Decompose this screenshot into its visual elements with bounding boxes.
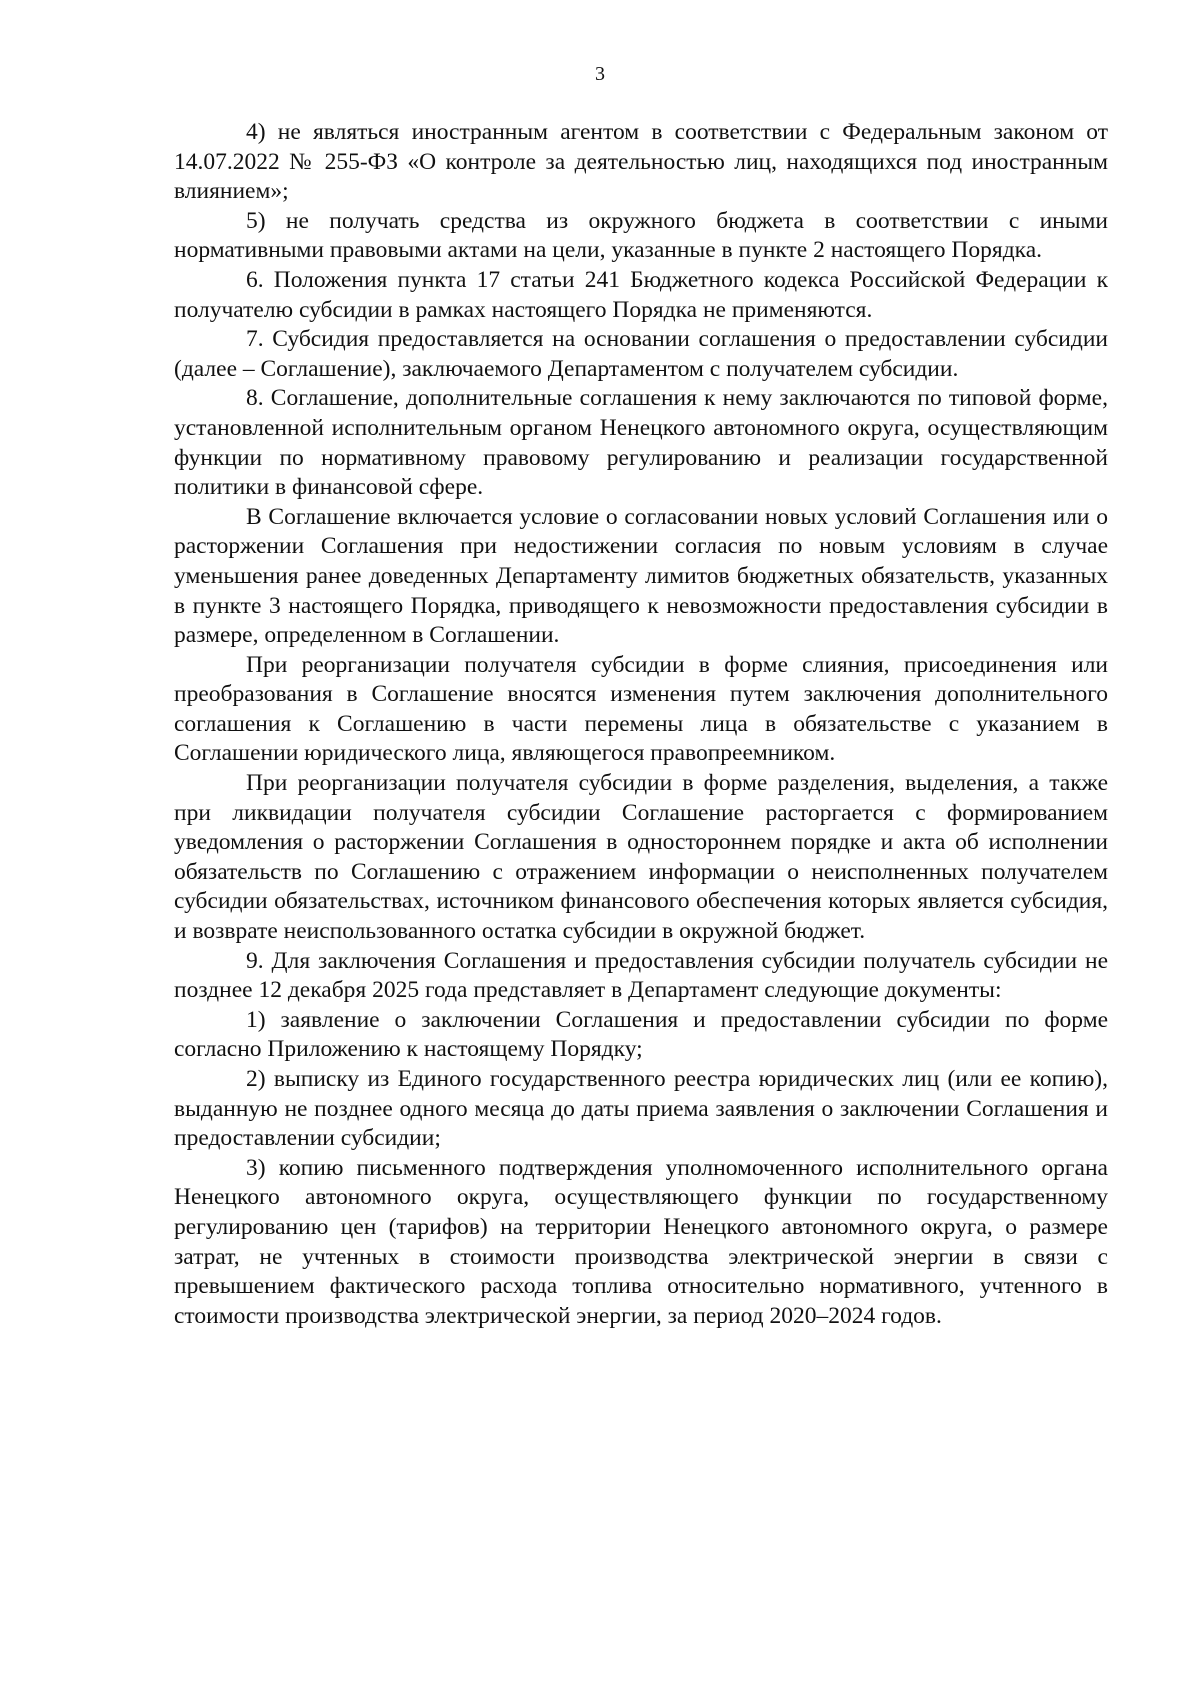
paragraph-doc-1: 1) заявление о заключении Соглашения и предоставлении субсидии по форме согласно Приложению к настоящему Порядку;	[174, 1006, 1108, 1063]
document-body	[174, 118, 1108, 1331]
paragraph-item-6: 6. Положения пункта 17 статьи 241 Бюджетного кодекса Российской Федерации к получателю субсидии в рамках настоящего Порядка не применяются.	[174, 266, 1108, 323]
paragraph-item-9: 9. Для заключения Соглашения и предоставления субсидии получатель субсидии не позднее 12 декабря 2025 года представляет в Департамент следующие документы:	[174, 947, 1108, 1004]
paragraph-item-8-conditions: В Соглашение включается условие о согласовании новых условий Соглашения или о расторжении Соглашения при недостижении согласия по новым условиям в случае уменьшения ранее доведенных Департаменту лимитов бюджетных обязательств, указанных в пункте 3 настоящего Порядка, приводящего к невозможности предоставления субсидии в размере, определенном в Соглашении.	[174, 503, 1108, 649]
paragraph-item-7: 7. Субсидия предоставляется на основании соглашения о предоставлении субсидии (далее – Соглашение), заключаемого Департаментом с получателем субсидии.	[174, 326, 1108, 382]
paragraph-clause-5: 5) не получать средства из окружного бюджета в соответствии с иными нормативными правовыми актами на цели, указанные в пункте 2 настоящего Порядка.	[174, 207, 1108, 264]
paragraph-item-8-merger: При реорганизации получателя субсидии в форме слияния, присоединения или преобразования в Соглашение вносятся изменения путем заключения дополнительного соглашения к Соглашению в части перемены лица в обязательстве с указанием в Соглашении юридического лица, являющегося правопреемником.	[174, 651, 1108, 767]
paragraph-item-8: 8. Соглашение, дополнительные соглашения к нему заключаются по типовой форме, установленной исполнительным органом Ненецкого автономного округа, осуществляющим функции по нормативному правовому регулированию и реализации государственной политики в финансовой сфере.	[174, 385, 1108, 501]
paragraph-clause-4: 4) не являться иностранным агентом в соответствии с Федеральным законом от 14.07.2022 № 255-ФЗ «О контроле за деятельностью лиц, находящихся под иностранным влиянием»;	[174, 119, 1108, 205]
paragraph-doc-3: 3) копию письменного подтверждения уполномоченного исполнительного органа Ненецкого автономного округа, осуществляющего функции по государственному регулированию цен (тарифов) на территории Ненецкого автономного округа, о размере затрат, не учтенных в стоимости производства электрической энергии в связи с превышением фактического расхода топлива относительно нормативного, учтенного в стоимости производства электрической энергии, за период 2020–2024 годов.	[174, 1154, 1108, 1329]
paragraph-doc-2: 2) выписку из Единого государственного реестра юридических лиц (или ее копию), выданную не позднее одного месяца до даты приема заявления о заключении Соглашения и предоставлении субсидии;	[174, 1066, 1108, 1152]
paragraph-item-8-division: При реорганизации получателя субсидии в форме разделения, выделения, а также при ликвидации получателя субсидии Соглашение расторгается с формированием уведомления о расторжении Соглашения в одностороннем порядке и акта об исполнении обязательств по Соглашению с отражением информации о неисполненных получателем субсидии обязательствах, источником финансового обеспечения которых является субсидия, и возврате неиспользованного остатка субсидии в окружной бюджет.	[174, 770, 1108, 945]
page-number: 3	[595, 63, 605, 85]
